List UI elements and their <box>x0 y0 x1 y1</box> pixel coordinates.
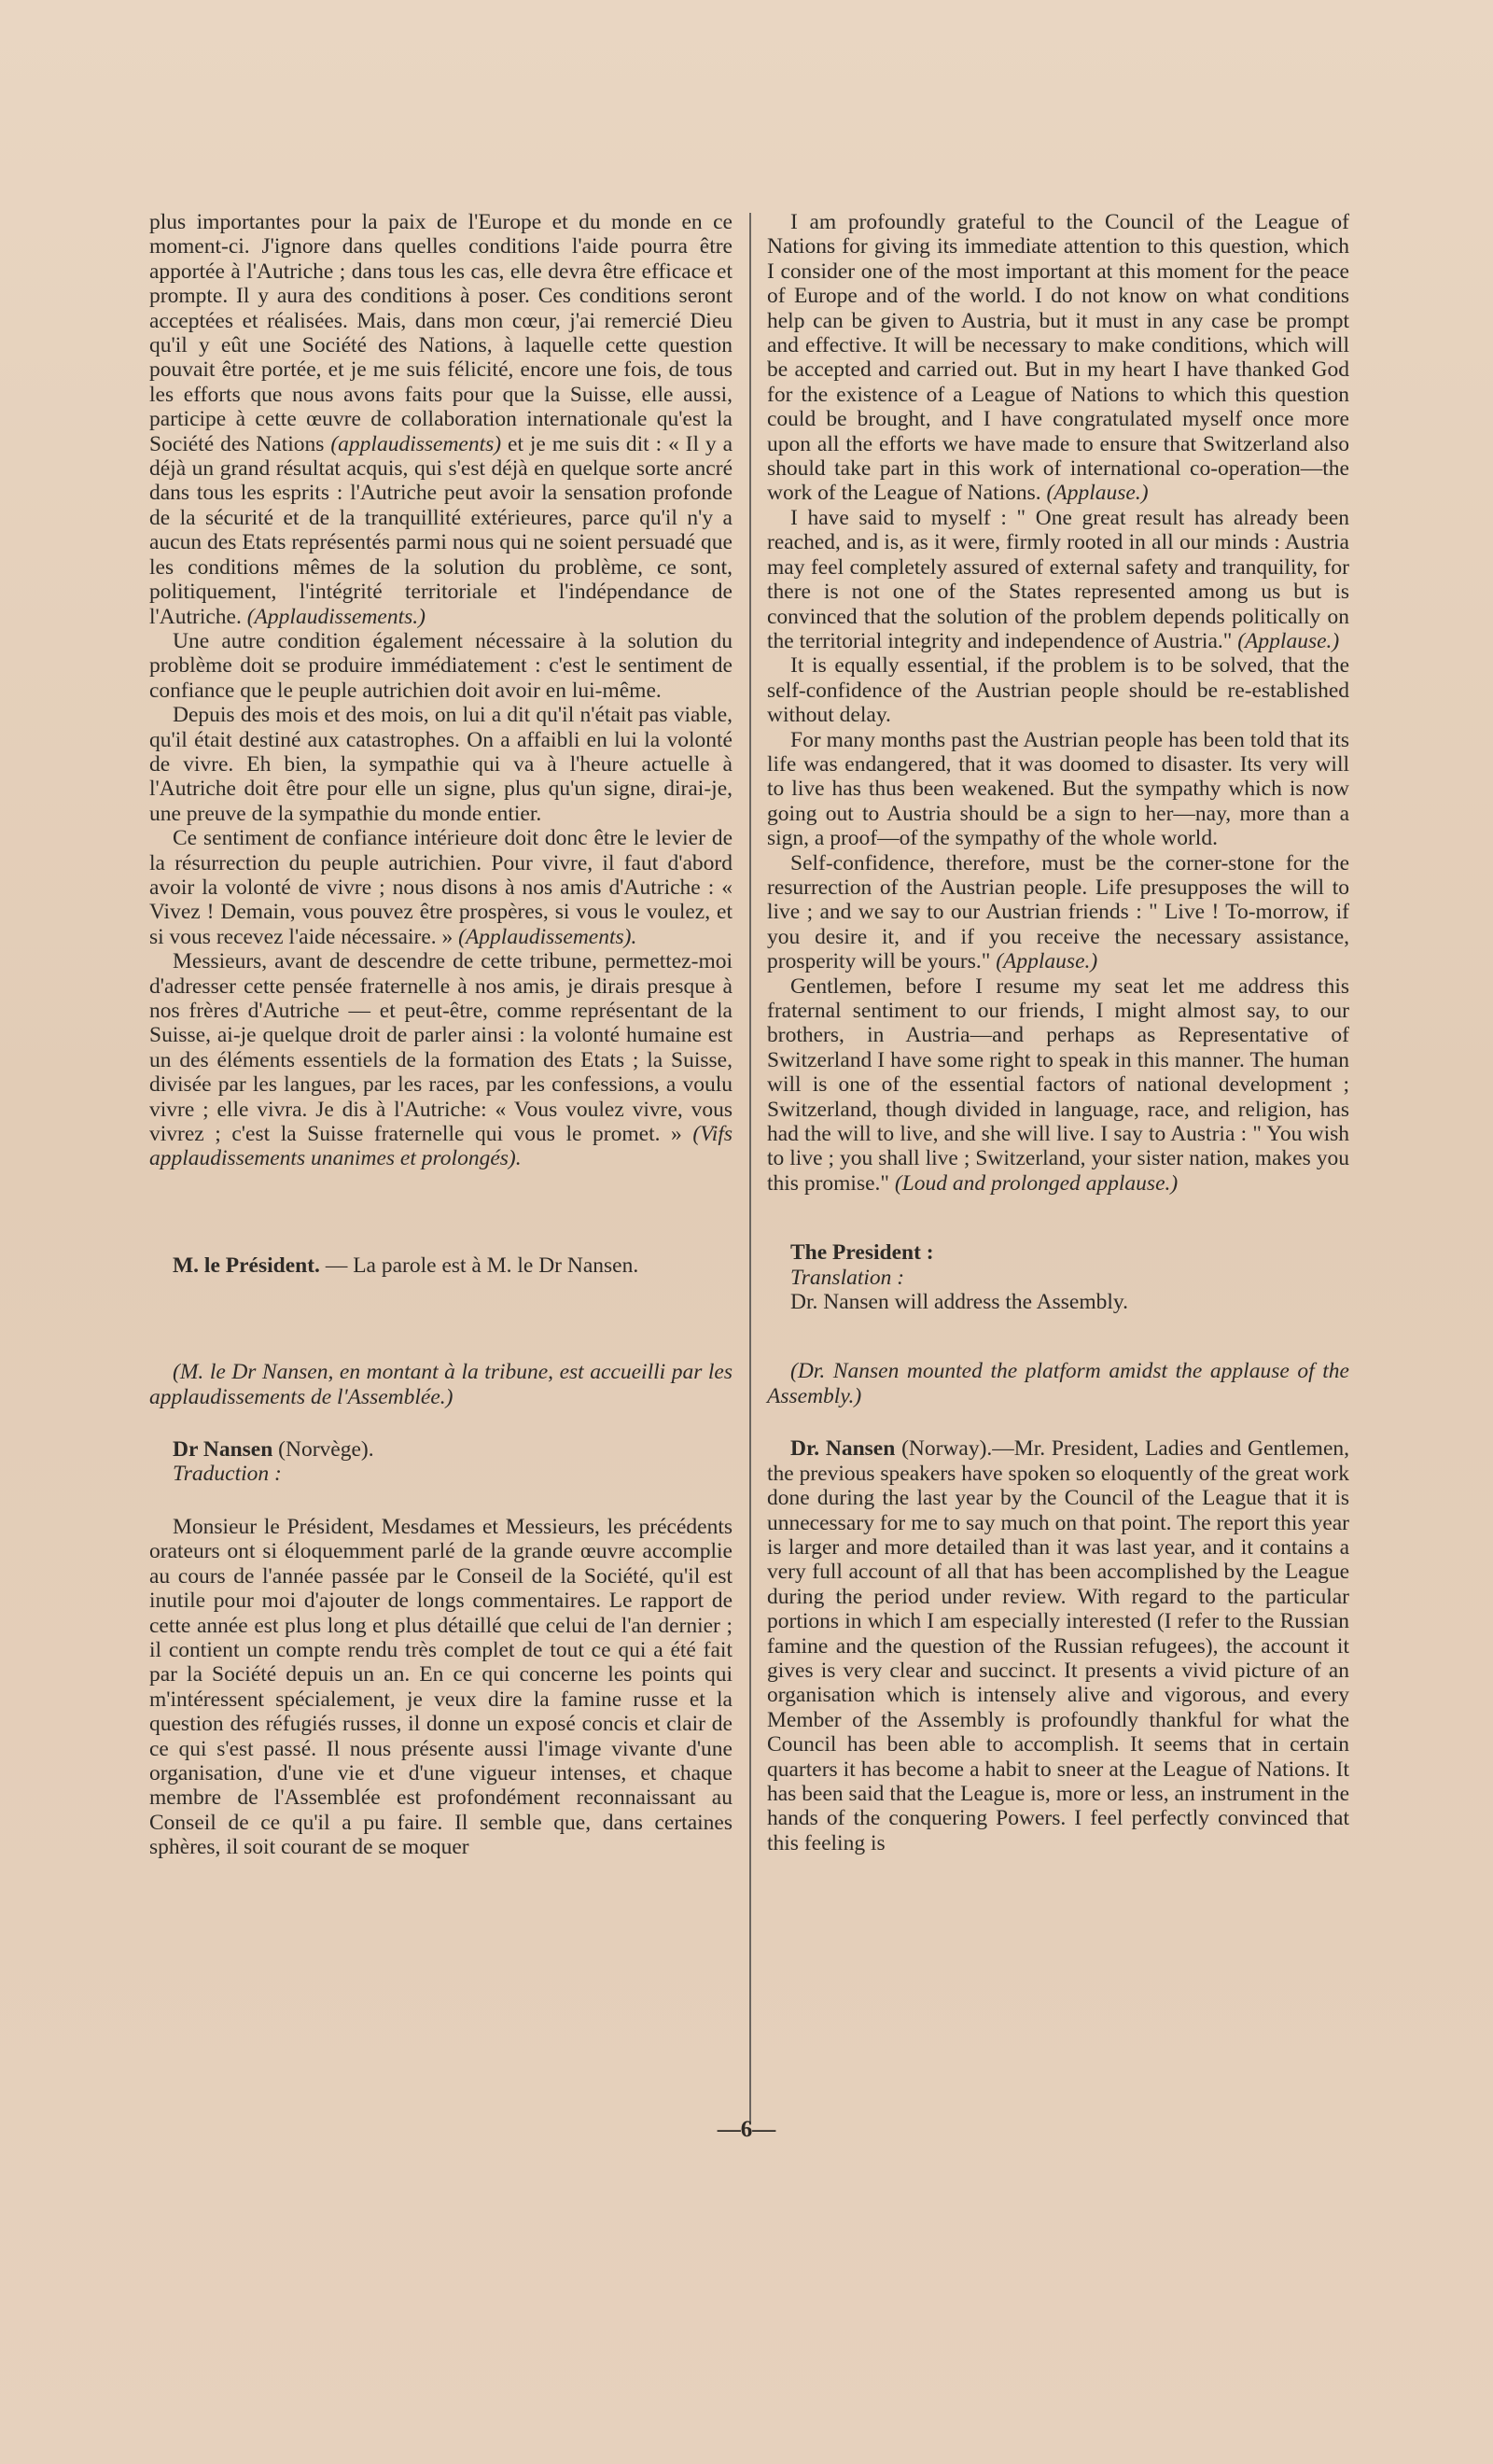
paragraph: Monsieur le Président, Mesdames et Messieurs, les précédents orateurs ont si éloquemment parlé de la grande œuvre accomplie au cours de l'année passée par le Conseil de la Société, qu'il est inutile pour moi d'ajouter de longs commentaires. Le rapport de cette année est plus long et plus détaillé que celui de l'an dernier ; il contient un compte rendu très complet de tout ce qui a été fait par la Société depuis un an. En ce qui concerne les points qui m'intéressent spécialement, je veux dire la famine russe et la question des réfugiés russes, il donne un exposé concis et clair de ce qui s'est passé. Il nous présente aussi l'image vivante d'une organisation, d'une vie et d'une vigueur intenses, et chaque membre de l'Assemblée est profondément reconnaissant au Conseil de ce qu'il a pu faire. Il semble que, dans certaines sphères, il soit courant de se moquer <box>149 1514 733 1860</box>
president-label: The President : <box>790 1240 934 1266</box>
page-number: —6— <box>717 2117 776 2142</box>
paragraph: Une autre condition également nécessaire à la solution du problème doit se produire immédiatement : c'est le sentiment de confiance que le peuple autrichien doit avoir en lui-même. <box>149 628 733 703</box>
stage-direction: (Dr. Nansen mounted the platform amidst the applause of the Assembly.) <box>767 1359 1349 1408</box>
president-line: M. le Président. — La parole est à M. le Dr Nansen. <box>173 1253 639 1278</box>
paragraph: For many months past the Austrian people has been told that its life was endangered, that it was doomed to disaster. Its very will to live has thus been weakened. But the sympathy which is now going out to Austria should be a sign to her—nay, more than a sign, a proof—of the sympathy of the whole world. <box>767 727 1349 851</box>
french-column <box>149 210 733 1860</box>
paragraph: Gentlemen, before I resume my seat let me address this fraternal sentiment to our friends, I might almost say, to our brothers, in Austria—and perhaps as Representative of Switzerland I have some right to speak in this manner. The human will is one of the essential factors of national development ; Switzerland, though divided in language, race, and religion, has had the will to live, and she will live. I say to Austria : " You wish to live ; you shall live ; Switzerland, your sister nation, makes you this promise." (Loud and prolonged applause.) <box>767 973 1349 1196</box>
speaker-heading: Dr Nansen (Norvège). <box>173 1437 374 1463</box>
paragraph: Self-confidence, therefore, must be the corner-stone for the resurrection of the Austrian people. Life presupposes the will to live ; and we say to our Austrian friends : " Live ! To-morrow, if you desire it, and if you receive the necessary assistance, prosperity will be yours." (Applause.) <box>767 850 1349 974</box>
column-divider <box>749 213 751 2124</box>
paragraph: I have said to myself : " One great result has already been reached, and is, as it were, firmly rooted in all our minds : Austria may feel completely assured of external safety and tranquility, for there is not one of the States represented among us but is convinced that the solution of the problem depends politically on the territorial integrity and independence of Austria." (Applause.) <box>767 505 1349 653</box>
paragraph: Ce sentiment de confiance intérieure doit donc être le levier de la résurrection du peuple autrichien. Pour vivre, il faut d'abord avoir la volonté de vivre ; nous disons à nos amis d'Autriche : « Vivez ! Demain, vous pouvez être prospères, si vous le voulez, et si vous recevez l'aide nécessaire. » (Applaudissements). <box>149 826 733 949</box>
translation-label: Translation : <box>790 1265 905 1290</box>
translation-label: Traduction : <box>173 1462 282 1487</box>
paragraph: plus importantes pour la paix de l'Europe et du monde en ce moment-ci. J'ignore dans quelles conditions l'aide pourra être apportée à l'Autriche ; dans tous les cas, elle devra être efficace et prompte. Il y aura des conditions à poser. Ces conditions seront acceptées et réalisées. Mais, dans mon cœur, j'ai remercié Dieu qu'il y eût une Société des Nations, à laquelle cette question pouvait être portée, et je me suis félicité, encore une fois, de tous les efforts que nous avons faits pour que la Suisse, elle aussi, participe à cette œuvre de collaboration internationale qu'est la Société des Nations (applaudissements) et je me suis dit : « Il y a déjà un grand résultat acquis, qui s'est déjà en quelque sorte ancré dans tous les esprits : l'Autriche peut avoir la sensation profonde de la sécurité et de la tranquillité extérieures, parce qu'il n'y a aucun des Etats représentés parmi nous qui ne soient persuadé que les conditions mêmes de la solution du problème, ce sont, politiquement, l'intégrité territoriale et l'indépendance de l'Autriche. (Applaudissements.) <box>149 210 733 629</box>
president-line: Dr. Nansen will address the Assembly. <box>790 1290 1129 1315</box>
paragraph: Messieurs, avant de descendre de cette tribune, permettez-moi d'adresser cette pensée fraternelle à nos amis, je dirais presque à nos frères d'Autriche — et peut-être, comme représentant de la Suisse, ai-je quelque droit de parler ainsi : la volonté humaine est un des éléments essentiels de la formation des Etats ; la Suisse, divisée par les langues, par les races, par les confessions, a voulu vivre ; elle vivra. Je dis à l'Autriche: « Vous voulez vivre, vous vivrez ; c'est la Suisse fraternelle qui vous le promet. » (Vifs applaudissements unanimes et prolongés). <box>149 949 733 1171</box>
paragraph: I am profoundly grateful to the Council of the League of Nations for giving its immediate attention to this question, which I consider one of the most important at this moment for the peace of Europe and of the world. I do not know on what conditions help can be given to Austria, but it must in any case be prompt and effective. It will be necessary to make conditions, which will be accepted and carried out. But in my heart I have thanked God for the existence of a League of Nations to which this question could be brought, and I have congratulated myself once more upon all the efforts we have made to ensure that Switzerland also should take part in this work of international co-operation—the work of the League of Nations. (Applause.) <box>767 210 1349 506</box>
paragraph: It is equally essential, if the problem is to be solved, that the self-confidence of the Austrian people should be re-established without delay. <box>767 653 1349 728</box>
paragraph: Depuis des mois et des mois, on lui a dit qu'il n'était pas viable, qu'il était destiné aux catastrophes. On a affaibli en lui la volonté de vivre. Eh bien, la sympathie qui va à l'heure actuelle à l'Autriche doit être pour elle un signe, plus qu'un signe, dirai-je, une preuve de la sympathie du monde entier. <box>149 703 733 826</box>
english-column <box>767 210 1349 1855</box>
stage-direction: (M. le Dr Nansen, en montant à la tribune, est accueilli par les applaudissements de l'Assemblée.) <box>149 1360 733 1409</box>
paragraph: Dr. Nansen (Norway).—Mr. President, Ladies and Gentlemen, the previous speakers have spoken so eloquently of the great work done during the last year by the Council of the League that it is unnecessary for me to say much on that point. The report this year is larger and more detailed than it was last year, and it contains a very full account of all that has been accomplished by the League during the period under review. With regard to the particular portions in which I am especially interested (I refer to the Russian famine and the question of the Russian refugees), the account it gives is very clear and succinct. It presents a vivid picture of an organisation which is intensely alive and vigorous, and every Member of the Assembly is profoundly thankful for what the Council has been able to accomplish. It seems that in certain quarters it has become a habit to sneer at the League of Nations. It has been said that the League is, more or less, an instrument in the hands of the conquering Powers. I feel perfectly convinced that this feeling is <box>767 1436 1350 1855</box>
